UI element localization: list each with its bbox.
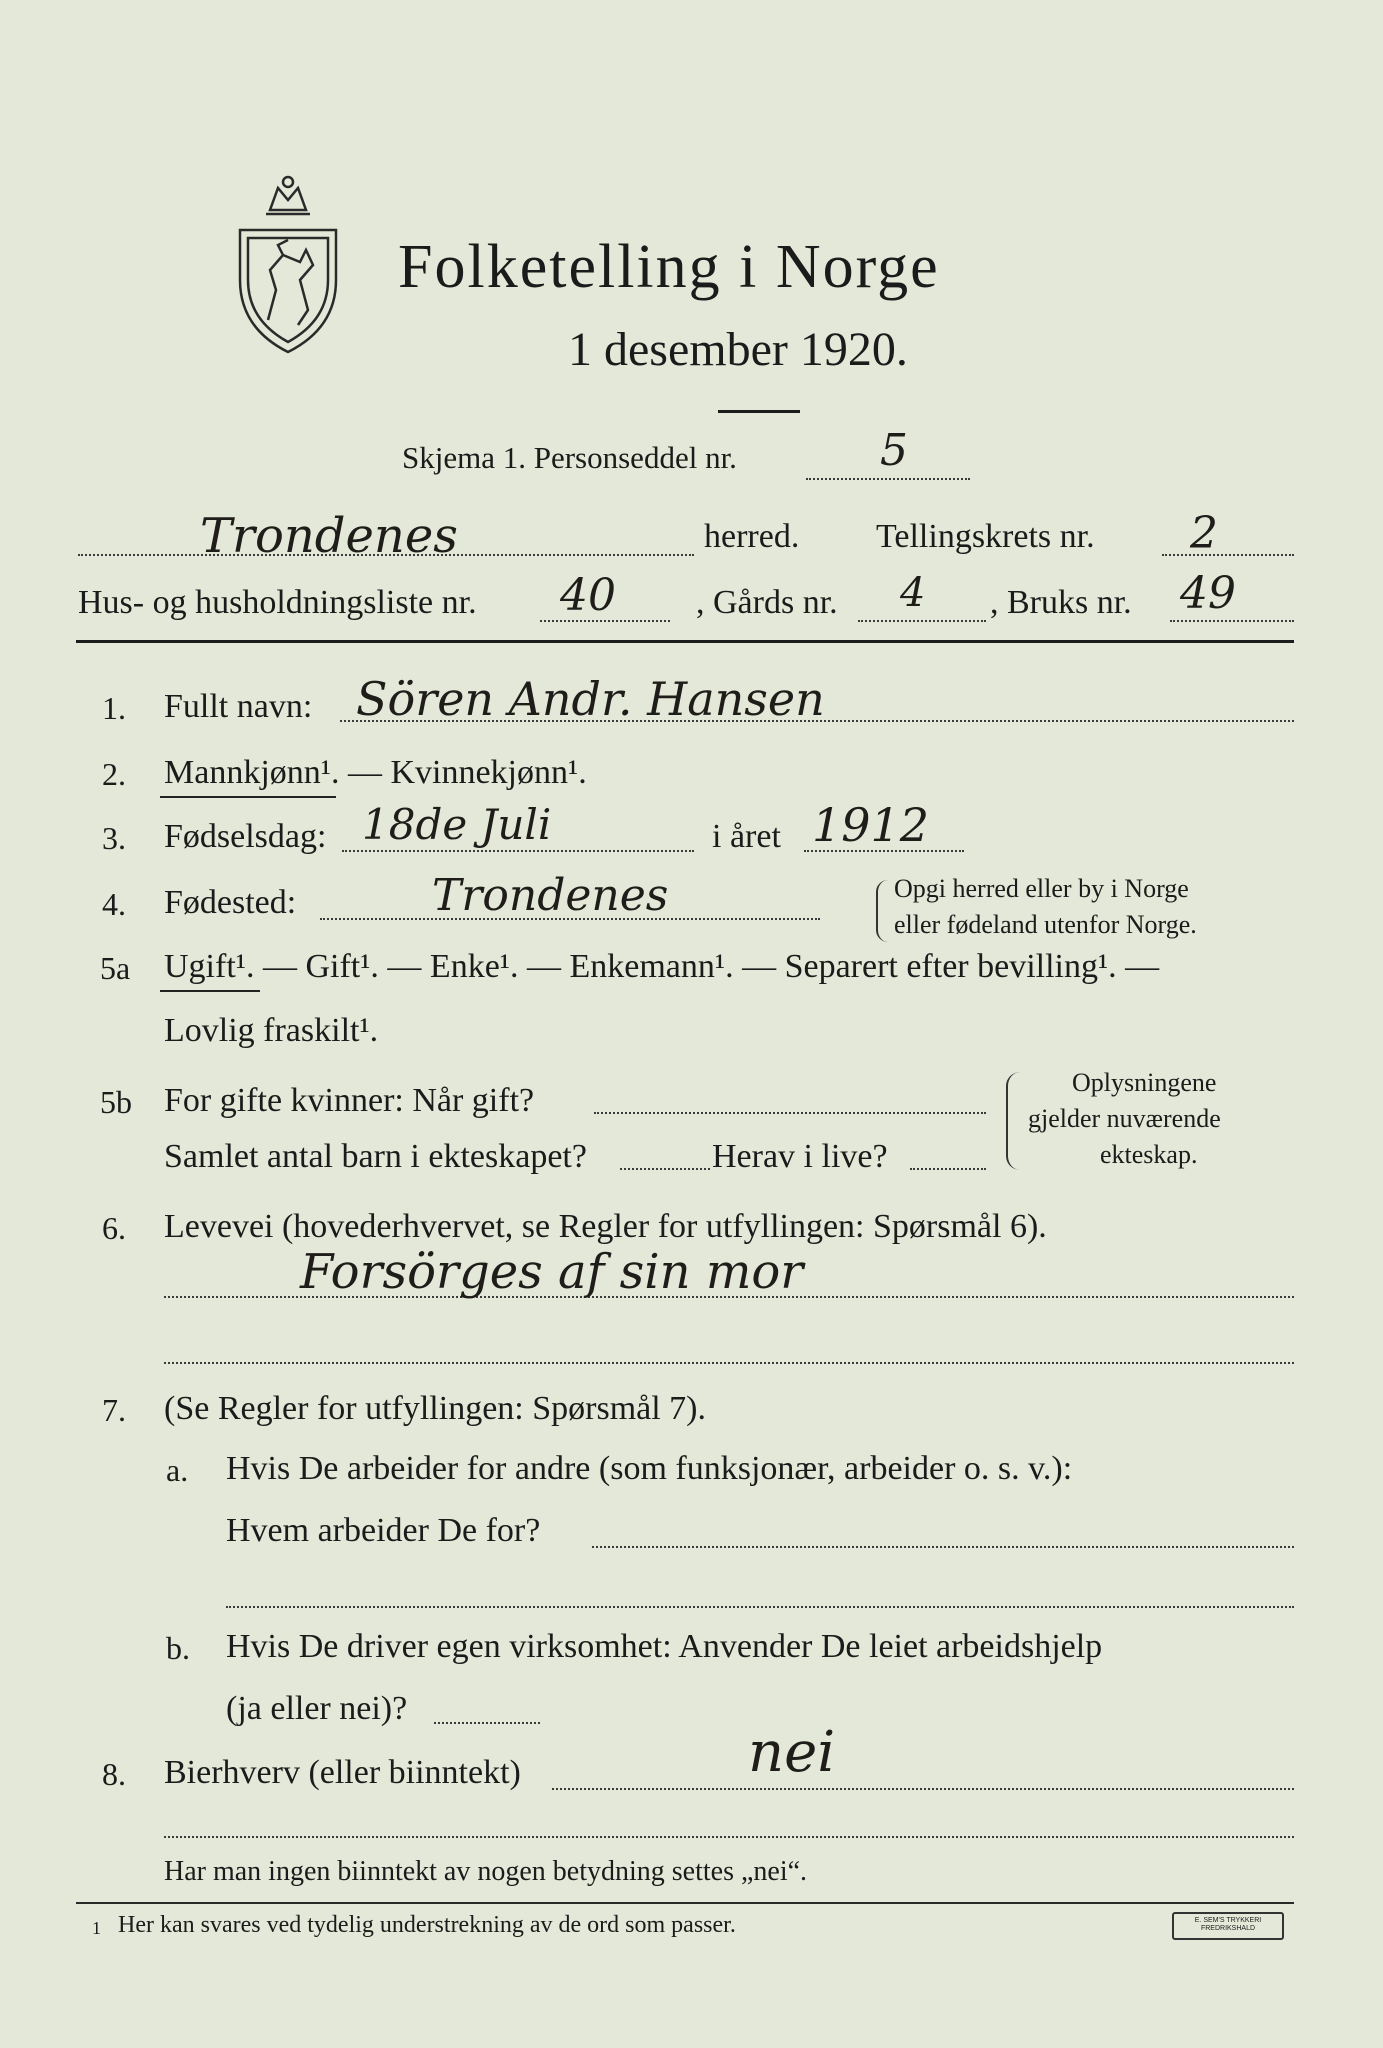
footnote-divider: [76, 1902, 1294, 1904]
gards-line: [858, 620, 986, 622]
footnote-text: Her kan svares ved tydelig understrekning av de ord som passer.: [118, 1912, 736, 1938]
q2-label: Mannkjønn¹. — Kvinnekjønn¹.: [164, 754, 587, 791]
form-title: Folketelling i Norge: [398, 233, 940, 301]
bruks-value: 49: [1180, 568, 1236, 619]
gards-label: , Gårds nr.: [696, 584, 838, 621]
q3-label: Fødselsdag:: [164, 818, 327, 855]
q4-value: Trondenes: [432, 870, 669, 921]
schema-number-value: 5: [880, 425, 908, 476]
printer-stamp: [1172, 1912, 1284, 1940]
bruks-label: , Bruks nr.: [990, 584, 1132, 621]
q2-underline-mark: [160, 796, 336, 798]
q5b-label-3: Herav i live?: [712, 1138, 888, 1175]
q5b-note-1: Oplysningene: [1072, 1068, 1217, 1097]
coat-of-arms-icon: [228, 170, 348, 360]
q8-line: [552, 1788, 1294, 1790]
q6-value: Forsörges af sin mor: [300, 1244, 804, 1300]
q5b-children-line: [620, 1168, 710, 1170]
biinntekt-note: Har man ingen biinntekt av nogen betydning settes „nei“.: [164, 1856, 808, 1887]
q8-line-2: [164, 1836, 1294, 1838]
herred-label: herred.: [704, 518, 800, 555]
herred-value: Trondenes: [200, 508, 458, 564]
q5b-note-brace: [1006, 1072, 1020, 1170]
q4-number: 4.: [102, 886, 126, 922]
q7a-label-2: Hvem arbeider De for?: [226, 1512, 541, 1549]
q7a-number: a.: [166, 1452, 189, 1488]
q7b-label-2: (ja eller nei)?: [226, 1690, 408, 1727]
q7b-line: [434, 1722, 540, 1724]
q1-value: Sören Andr. Hansen: [356, 672, 825, 726]
q5a-label: Ugift¹. — Gift¹. — Enke¹. — Enkemann¹. — Separert efter bevilling¹. —: [164, 948, 1160, 985]
q5b-label: For gifte kvinner: Når gift?: [164, 1082, 535, 1119]
q6-line-2: [164, 1362, 1294, 1364]
q4-note-1: Opgi herred eller by i Norge: [894, 874, 1189, 903]
census-date: 1 desember 1920.: [568, 323, 908, 376]
tellingskrets-line: [1162, 554, 1294, 556]
schema-label: Skjema 1. Personseddel nr.: [402, 440, 737, 475]
q5a-number: 5a: [100, 950, 131, 986]
q7b-label: Hvis De driver egen virksomhet: Anvender De leiet arbeidshjelp: [226, 1628, 1103, 1665]
q5b-note-2: gjelder nuværende: [1028, 1104, 1221, 1133]
q7-number: 7.: [102, 1392, 126, 1428]
schema-number-line: [806, 478, 970, 480]
q4-label: Fødested:: [164, 884, 297, 921]
printer-stamp-text: E. SEM'S TRYKKERI FREDRIKSHALD: [1194, 1917, 1262, 1932]
header-divider: [76, 640, 1294, 643]
tellingskrets-label: Tellingskrets nr.: [876, 518, 1095, 555]
q5b-label-2: Samlet antal barn i ekteskapet?: [164, 1138, 587, 1175]
husliste-label: Hus- og husholdningsliste nr.: [78, 584, 477, 621]
bruks-line: [1170, 620, 1294, 622]
q7a-line-2: [226, 1606, 1294, 1608]
q1-number: 1.: [102, 690, 126, 726]
q5a-underline-mark: [160, 990, 260, 992]
q1-label: Fullt navn:: [164, 688, 313, 725]
q3-day-value: 18de Juli: [362, 800, 552, 849]
q3-year-label: i året: [712, 818, 781, 855]
gards-value: 4: [900, 570, 926, 616]
q2-number: 2.: [102, 756, 126, 792]
footnote-marker: 1: [92, 1918, 101, 1938]
q8-number: 8.: [102, 1756, 126, 1792]
q3-year-value: 1912: [812, 798, 930, 852]
q7a-line-1: [592, 1546, 1294, 1548]
q5b-alive-line: [910, 1168, 986, 1170]
q6-label: Levevei (hovederhvervet, se Regler for utfyllingen: Spørsmål 6).: [164, 1208, 1047, 1245]
q7b-number: b.: [166, 1630, 190, 1666]
q4-note-brace: [876, 880, 888, 942]
q5b-number: 5b: [100, 1084, 132, 1120]
q8-label: Bierhverv (eller biinntekt): [164, 1754, 521, 1791]
husliste-value: 40: [560, 570, 616, 621]
q5b-married-line: [594, 1112, 986, 1114]
q4-note-2: eller fødeland utenfor Norge.: [894, 910, 1197, 939]
q5b-note-3: ekteskap.: [1100, 1140, 1198, 1169]
q6-number: 6.: [102, 1210, 126, 1246]
q3-day-line: [342, 850, 694, 852]
q7a-label: Hvis De arbeider for andre (som funksjonær, arbeider o. s. v.):: [226, 1450, 1073, 1487]
title-divider: [718, 410, 800, 413]
tellingskrets-value: 2: [1190, 508, 1218, 559]
q3-number: 3.: [102, 820, 126, 856]
q5a-label-2: Lovlig fraskilt¹.: [164, 1012, 379, 1049]
q8-value: nei: [748, 1720, 836, 1785]
q7-label: (Se Regler for utfyllingen: Spørsmål 7).: [164, 1390, 707, 1427]
